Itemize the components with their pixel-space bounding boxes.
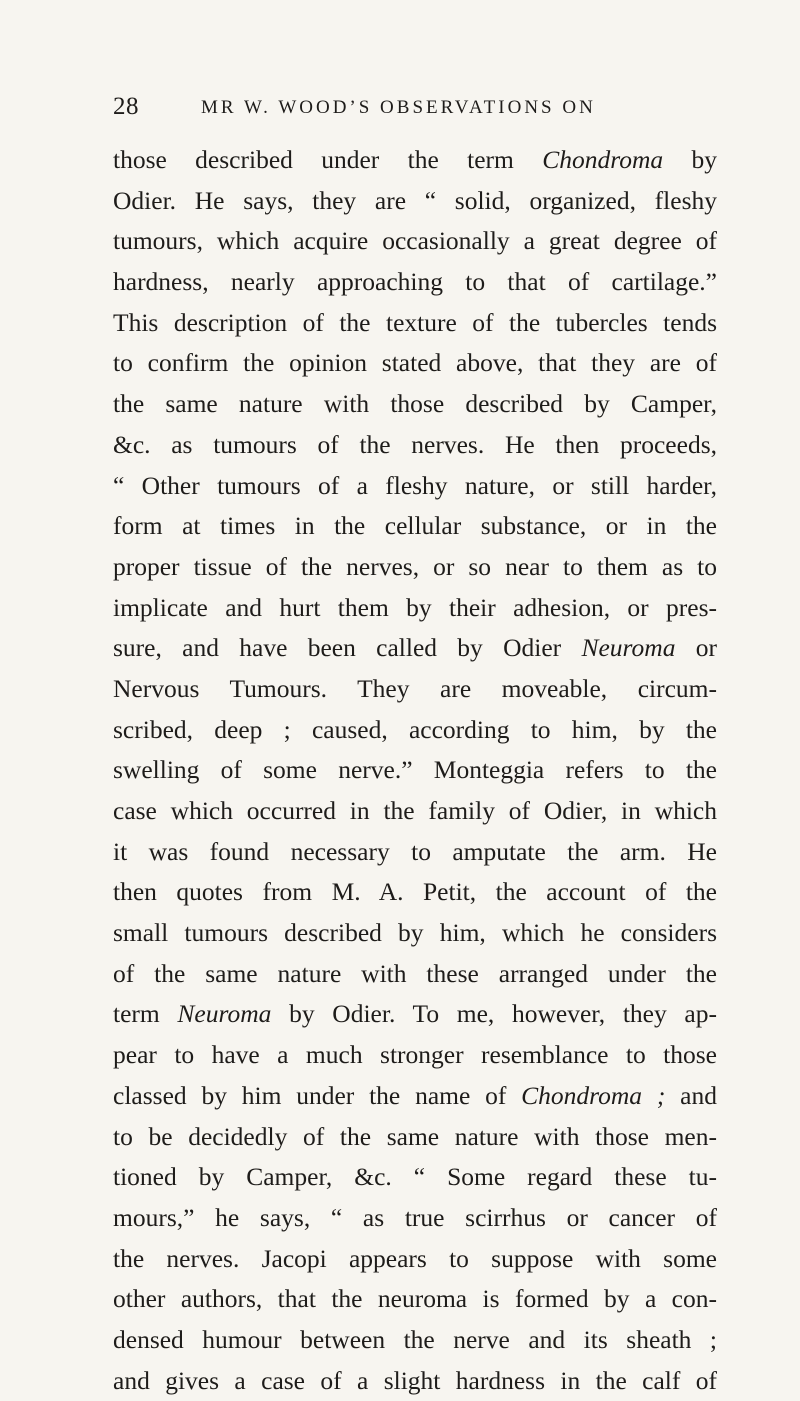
text-segment: swelling of some nerve.” Monteggia refers to the [113, 755, 717, 785]
text-segment: implicate and hurt them by their adhesion, or pres- [113, 592, 717, 622]
text-line [113, 1117, 717, 1158]
text-segment: tumours, which acquire occasionally a great degree of [113, 226, 717, 256]
text-line [113, 1279, 717, 1320]
text-line [113, 750, 717, 791]
text-line [113, 547, 717, 588]
text-line [113, 384, 717, 425]
text-segment: to be decidedly of the same nature with those men- [113, 1121, 717, 1151]
text-segment: the same nature with those described by Camper, [113, 389, 717, 419]
text-line [113, 303, 717, 344]
italic-term: Neuroma [177, 999, 272, 1029]
text-segment: scribed, deep ; caused, according to him, by the [113, 714, 717, 744]
text-segment: &c. as tumours of the nerves. He then proceeds, [113, 429, 717, 459]
text-segment: proper tissue of the nerves, or so near to them as to [113, 551, 717, 581]
italic-term: Chondroma ; [521, 1080, 666, 1110]
text-segment: sure, and have been called by Odier [113, 633, 582, 663]
italic-term: Neuroma [581, 633, 676, 663]
text-line [113, 1076, 717, 1117]
text-segment: the nerves. Jacopi appears to suppose with some [113, 1243, 717, 1273]
text-segment: “ Other tumours of a fleshy nature, or still harder, [113, 470, 717, 500]
text-line [113, 1361, 717, 1401]
text-line [113, 221, 717, 262]
text-segment: those described under the term [113, 145, 543, 174]
page-number: 28 [113, 93, 139, 120]
text-segment: densed humour between the nerve and its sheath ; [113, 1324, 717, 1354]
text-segment: of the same nature with these arranged under the [113, 958, 717, 988]
text-segment: and gives a case of a slight hardness in the calf of [113, 1365, 717, 1395]
text-segment: hardness, nearly approaching to that of cartilage.” [113, 267, 717, 297]
running-title: MR W. WOOD’S OBSERVATIONS ON [201, 97, 596, 118]
text-line [113, 181, 717, 222]
text-line [113, 1320, 717, 1361]
text-segment: Nervous Tumours. They are moveable, circum- [113, 673, 717, 703]
text-segment: by Odier. To me, however, they ap- [271, 999, 717, 1029]
text-line [113, 791, 717, 832]
text-segment: or [675, 633, 717, 663]
text-line [113, 669, 717, 710]
text-segment: pear to have a much stronger resemblance to those [113, 1040, 717, 1070]
text-segment: small tumours described by him, which he considers [113, 918, 717, 948]
text-line [113, 466, 717, 507]
text-segment: term [113, 999, 178, 1029]
text-segment: classed by him under the name of [113, 1080, 522, 1110]
text-line [113, 832, 717, 873]
text-line [113, 1239, 717, 1280]
text-line [113, 1198, 717, 1239]
text-segment: Odier. He says, they are “ solid, organized, fleshy [113, 185, 717, 215]
text-line [113, 140, 717, 181]
text-line [113, 710, 717, 751]
text-segment: form at times in the cellular substance, or in the [113, 511, 717, 541]
text-line [113, 872, 717, 913]
text-segment: other authors, that the neuroma is formed by a con- [113, 1284, 717, 1314]
text-line [113, 1157, 717, 1198]
text-line [113, 262, 717, 303]
text-segment: by [663, 145, 717, 174]
running-head [113, 92, 716, 126]
body-text [113, 140, 717, 1401]
text-line [113, 628, 717, 669]
italic-term: Chondroma [542, 145, 664, 174]
text-line [113, 588, 717, 629]
text-line [113, 954, 717, 995]
text-segment: to confirm the opinion stated above, that they are of [113, 348, 717, 378]
text-segment: case which occurred in the family of Odier, in which [113, 796, 717, 825]
text-segment: tioned by Camper, &c. “ Some regard these tu- [113, 1162, 717, 1192]
text-line [113, 343, 717, 384]
text-segment: This description of the texture of the tubercles tends [113, 307, 717, 337]
text-line [113, 506, 717, 547]
text-segment: mours,” he says, “ as true scirrhus or cancer of [113, 1202, 717, 1232]
text-line [113, 994, 717, 1035]
text-line [113, 425, 717, 466]
text-segment: it was found necessary to amputate the arm. He [113, 836, 717, 866]
text-line [113, 913, 717, 954]
text-line [113, 1035, 717, 1076]
text-segment: then quotes from M. A. Petit, the account of the [113, 877, 717, 907]
text-segment: and [665, 1080, 717, 1110]
